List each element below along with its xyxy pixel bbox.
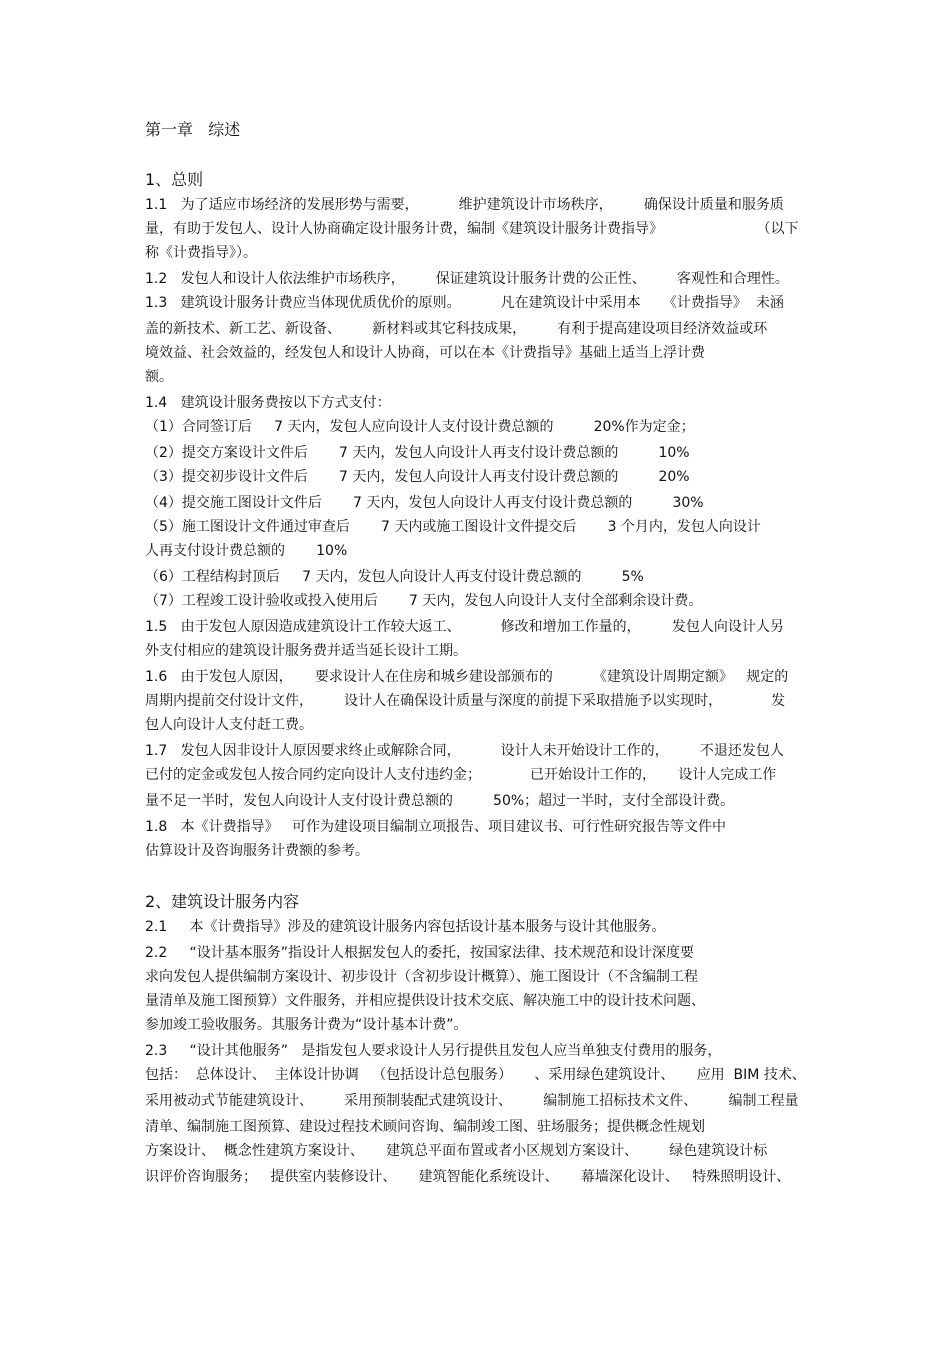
general-text-line-21: 周期内提前交付设计文件， 设计人在确保设计质量与深度的前提下采取措施予以实现时， 发	[145, 693, 786, 709]
general-text-line-9: 1.4 建筑设计服务费按以下方式支付：	[145, 395, 391, 411]
chapter-title: 第一章 综述	[145, 120, 241, 139]
general-text-line-12: （3）提交初步设计文件后 7 天内，发包人向设计人再支付设计费总额的 20%	[145, 469, 690, 485]
general-text-line-26: 1.8 本《计费指导》 可作为建设项目编制立项报告、项目建议书、可行性研究报告等文件中	[145, 819, 726, 835]
service-content-text-line-9: 清单、编制施工图预算、建设过程技术顾问咨询、编制竣工图、驻场服务；提供概念性规划	[145, 1119, 705, 1135]
section-heading-general: 1、总则	[145, 170, 204, 189]
service-content-text-line-4: 量清单及施工图预算）文件服务，并相应提供设计技术交底、解决施工中的设计技术问题、	[145, 993, 705, 1009]
service-content-text-line-8: 采用被动式节能建筑设计、 采用预制装配式建筑设计、 编制施工招标技术文件、 编制工程量	[145, 1093, 799, 1109]
service-content-text-line-10: 方案设计、 概念性建筑方案设计、 建筑总平面布置或者小区规划方案设计、 绿色建筑设计标	[145, 1143, 768, 1159]
service-content-text-line-5: 参加竣工验收服务。其服务计费为“设计基本计费”。	[145, 1017, 468, 1033]
service-content-text-line-1: 2.1 本《计费指导》涉及的建筑设计服务内容包括设计基本服务与设计其他服务。	[145, 919, 666, 935]
service-content-text-line-6: 2.3 “设计其他服务” 是指发包人要求设计人另行提供且发包人应当单独支付费用的服务，	[145, 1043, 722, 1059]
general-text-line-3: 称《计费指导》）。	[145, 245, 257, 261]
general-text-line-19: 外支付相应的建筑设计服务费并适当延长设计工期。	[145, 643, 467, 659]
service-content-text-line-11: 识评价咨询服务； 提供室内装修设计、 建筑智能化系统设计、 幕墙深化设计、 特殊照明设计、	[145, 1169, 791, 1185]
general-text-line-20: 1.6 由于发包人原因， 要求设计人在住房和城乡建设部颁布的 《建筑设计周期定额》 规定的	[145, 669, 789, 685]
general-text-line-5: 1.3 建筑设计服务计费应当体现优质优价的原则。 凡在建筑设计中采用本 《计费指导》 未涵	[145, 295, 784, 311]
general-text-line-16: （6）工程结构封顶后 7 天内，发包人向设计人再支付设计费总额的 5%	[145, 569, 644, 585]
general-text-line-6: 盖的新技术、新工艺、新设备、 新材料或其它科技成果， 有利于提高建设项目经济效益或环	[145, 321, 768, 337]
service-content-text-line-2: 2.2 “设计基本服务”指设计人根据发包人的委托，按国家法律、技术规范和设计深度要	[145, 945, 695, 961]
general-text-line-4: 1.2 发包人和设计人依法维护市场秩序， 保证建筑设计服务计费的公正性、 客观性和合理性。	[145, 271, 789, 287]
general-text-line-25: 量不足一半时，发包人向设计人支付设计费总额的 50%；超过一半时，支付全部设计费。	[145, 793, 735, 809]
general-text-line-7: 境效益、社会效益的，经发包人和设计人协商，可以在本《计费指导》基础上适当上浮计费	[145, 345, 705, 361]
service-content-text-line-7: 包括： 总体设计、 主体设计协调 （包括设计总包服务） 、采用绿色建筑设计、 应用 BIM 技术、	[145, 1067, 806, 1083]
general-text-line-22: 包人向设计人支付赶工费。	[145, 717, 313, 733]
general-text-line-10: （1）合同签订后 7 天内，发包人应向设计人支付设计费总额的 20%作为定金；	[145, 419, 695, 435]
general-text-line-27: 估算设计及咨询服务计费额的参考。	[145, 843, 369, 859]
section-heading-service-content: 2、建筑设计服务内容	[145, 892, 300, 911]
service-content-text-line-3: 求向发包人提供编制方案设计、初步设计（含初步设计概算）、施工图设计（不含编制工程	[145, 969, 698, 985]
general-text-line-8: 额。	[145, 369, 173, 385]
general-text-line-14: （5）施工图设计文件通过审查后 7 天内或施工图设计文件提交后 3 个月内，发包人向设计	[145, 519, 761, 535]
general-text-line-18: 1.5 由于发包人原因造成建筑设计工作较大返工、 修改和增加工作量的， 发包人向设计人另	[145, 619, 784, 635]
general-text-line-13: （4）提交施工图设计文件后 7 天内，发包人向设计人再支付设计费总额的 30%	[145, 495, 704, 511]
general-text-line-1: 1.1 为了适应市场经济的发展形势与需要， 维护建筑设计市场秩序， 确保设计质量和服务质	[145, 197, 784, 213]
general-text-line-2: 量，有助于发包人、设计人协商确定设计服务计费，编制《建筑设计服务计费指导》 （以下	[145, 221, 799, 237]
general-text-line-23: 1.7 发包人因非设计人原因要求终止或解除合同， 设计人未开始设计工作的， 不退还发包人	[145, 743, 784, 759]
general-text-line-24: 已付的定金或发包人按合同约定向设计人支付违约金； 已开始设计工作的， 设计人完成工作	[145, 767, 777, 783]
general-text-line-15: 人再支付设计费总额的 10%	[145, 543, 348, 559]
general-text-line-17: （7）工程竣工设计验收或投入使用后 7 天内，发包人向设计人支付全部剩余设计费。	[145, 593, 703, 609]
general-text-line-11: （2）提交方案设计文件后 7 天内，发包人向设计人再支付设计费总额的 10%	[145, 445, 690, 461]
